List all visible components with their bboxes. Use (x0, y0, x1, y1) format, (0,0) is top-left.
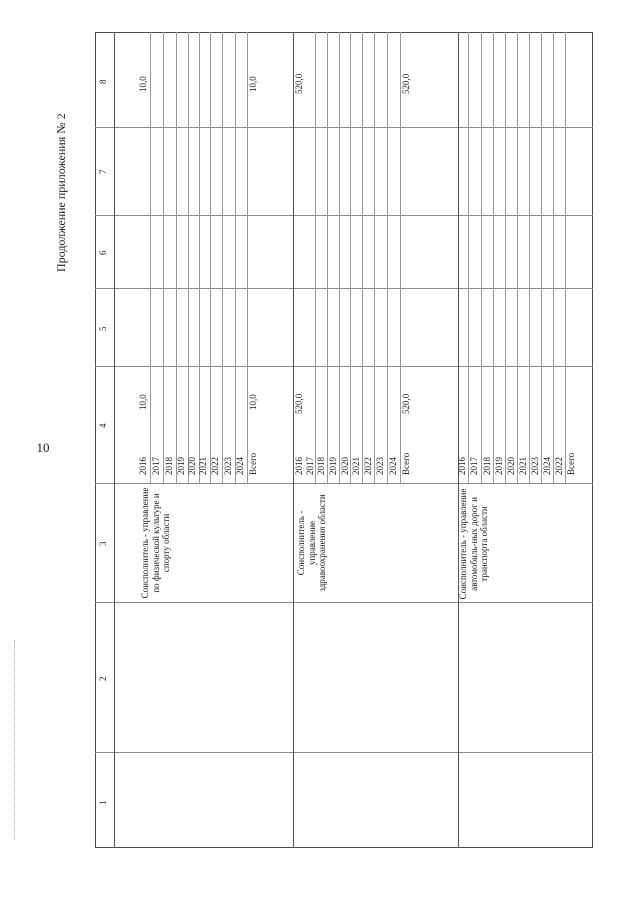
year-label: 2023 (530, 457, 540, 475)
year-row-line (210, 32, 211, 483)
year-row-line (222, 32, 223, 483)
amount-value: 10,0 (138, 394, 148, 410)
year-label: 2022 (363, 457, 373, 475)
year-label: 2022 (554, 457, 564, 475)
year-row-line (374, 32, 375, 483)
total-label: Всего (566, 452, 576, 475)
year-label: 2023 (223, 457, 233, 475)
column-border (95, 366, 593, 367)
year-row-line (529, 32, 530, 483)
year-label: 2021 (518, 457, 528, 475)
column-header-7: 7 (98, 169, 108, 174)
column-border (95, 288, 593, 289)
year-label: 2024 (388, 457, 398, 475)
year-row-line (199, 32, 200, 483)
budget-table (95, 32, 593, 848)
column-header-8: 8 (98, 79, 108, 84)
year-row-line (468, 32, 469, 483)
year-row-line (362, 32, 363, 483)
total-label: Всего (248, 452, 258, 475)
executor-cell: Соисполнитель - управление автомобиль-ных дорог и транспорта области (458, 488, 489, 600)
year-label: 2022 (210, 457, 220, 475)
column-border (95, 127, 593, 128)
column-border (95, 215, 593, 216)
year-label: 2020 (340, 457, 350, 475)
year-row-line (315, 32, 316, 483)
year-row-line (327, 32, 328, 483)
year-label: 2020 (187, 457, 197, 475)
year-row-line (565, 32, 566, 483)
column-header-1: 1 (98, 800, 108, 805)
year-row-line (350, 32, 351, 483)
year-row-line (339, 32, 340, 483)
column-border (95, 752, 593, 753)
scan-margin-mark (14, 640, 16, 840)
amount-total: 10,0 (248, 394, 258, 410)
year-row-line (235, 32, 236, 483)
year-label: 2017 (151, 457, 161, 475)
year-label: 2021 (198, 457, 208, 475)
year-row-line (176, 32, 177, 483)
year-label: 2024 (542, 457, 552, 475)
amount-total: 10,0 (248, 76, 258, 92)
column-header-5: 5 (98, 326, 108, 331)
appendix-title: Продолжение приложения № 2 (54, 113, 68, 272)
page-number: 10 (36, 440, 50, 455)
column-border (95, 602, 593, 603)
year-row-line (541, 32, 542, 483)
year-row-line (400, 32, 401, 483)
column-header-2: 2 (98, 676, 108, 681)
year-label: 2016 (457, 457, 467, 475)
year-label: 2018 (164, 457, 174, 475)
total-label: Всего (401, 452, 411, 475)
year-label: 2024 (235, 457, 245, 475)
header-row-border (114, 32, 115, 848)
section-border (458, 32, 459, 848)
year-label: 2019 (176, 457, 186, 475)
year-label: 2018 (482, 457, 492, 475)
executor-cell: Соисполнитель - управление по физической культуре и спорту области (140, 487, 171, 599)
column-border (95, 483, 593, 484)
year-label: 2020 (506, 457, 516, 475)
year-row-line (517, 32, 518, 483)
year-label: 2016 (138, 457, 148, 475)
year-row-line (188, 32, 189, 483)
year-row-line (493, 32, 494, 483)
executor-cell: Соисполнитель - управление здравоохранения области (296, 494, 327, 592)
year-row-line (150, 32, 151, 483)
year-label: 2019 (494, 457, 504, 475)
year-label: 2023 (375, 457, 385, 475)
year-label: 2016 (294, 457, 304, 475)
year-row-line (163, 32, 164, 483)
column-header-4: 4 (98, 423, 108, 428)
year-label: 2017 (469, 457, 479, 475)
year-label: 2018 (316, 457, 326, 475)
year-row-line (553, 32, 554, 483)
amount-total: 520,0 (401, 393, 411, 414)
amount-value: 520,0 (294, 73, 304, 94)
year-row-line (387, 32, 388, 483)
year-label: 2019 (328, 457, 338, 475)
amount-value: 520,0 (294, 393, 304, 414)
amount-value: 10,0 (138, 76, 148, 92)
amount-total: 520,0 (401, 73, 411, 94)
section-border (293, 32, 294, 848)
year-row-line (481, 32, 482, 483)
year-label: 2017 (305, 457, 315, 475)
column-header-6: 6 (98, 250, 108, 255)
year-row-line (505, 32, 506, 483)
year-label: 2021 (351, 457, 361, 475)
year-row-line (247, 32, 248, 483)
column-header-3: 3 (98, 541, 108, 546)
